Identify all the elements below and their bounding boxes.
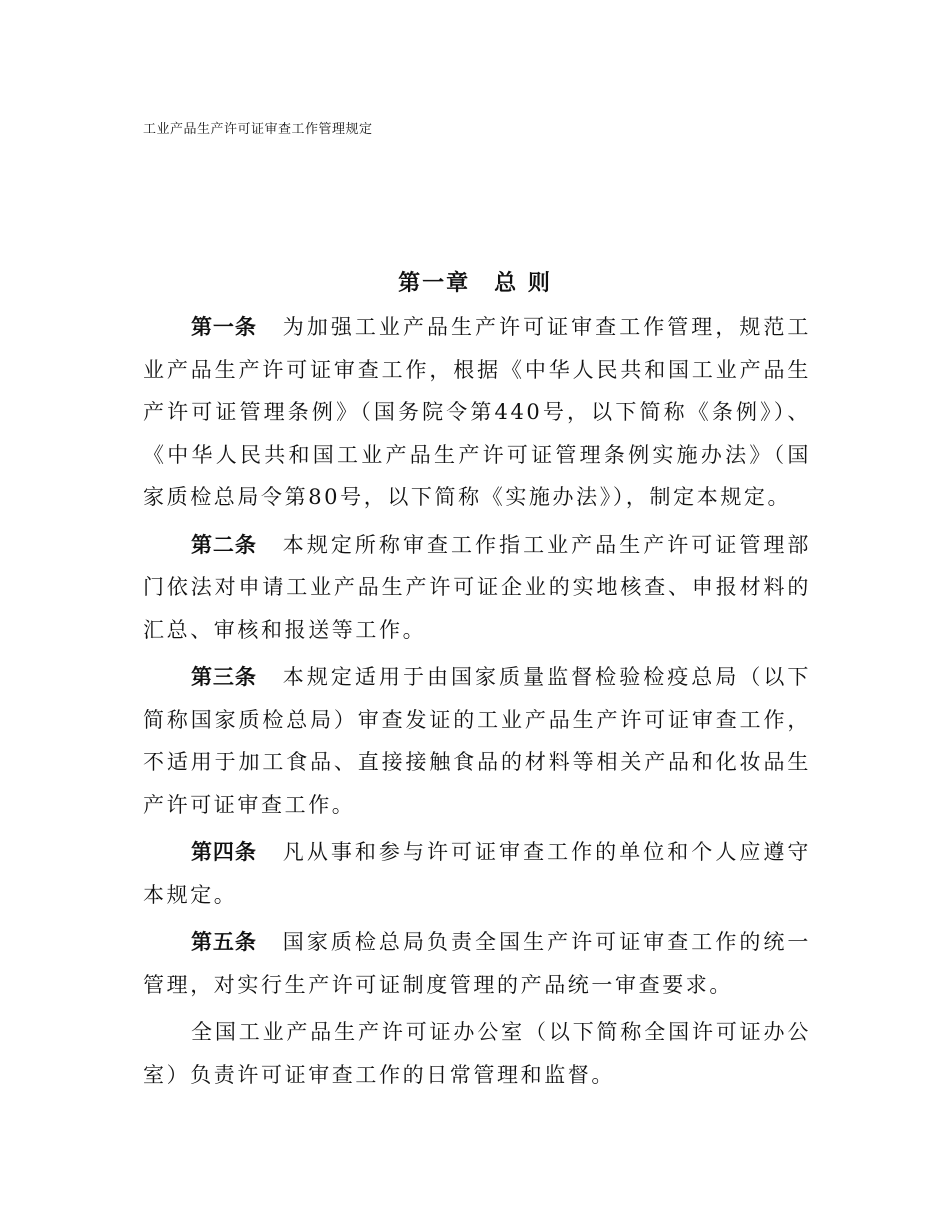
chapter-title: 第一章 总 则 xyxy=(398,271,552,296)
article-text: 凡从事和参与许可证审查工作的单位和个人应遵守本规定。 xyxy=(143,840,812,907)
article-1 xyxy=(143,306,811,519)
document-header: 工业产品生产许可证审查工作管理规定 xyxy=(143,122,373,137)
article-text: 为加强工业产品生产许可证审查工作管理，规范工业产品生产许可证审查工作，根据《中华人民共和国工业产品生产许可证管理条例》（国务院令第440号，以下简称《条例》）、《中华人民共和国工业产品生产许可证管理条例实施办法》（国家质检总局令第80号，以下简称《实施办法》），制定本规定。 xyxy=(143,315,812,509)
article-text: 本规定适用于由国家质量监督检验检疫总局（以下简称国家质检总局）审查发证的工业产品生产许可证审查工作，不适用于加工食品、直接接触食品的材料等相关产品和化妆品生产许可证审查工作。 xyxy=(143,665,812,817)
article-label: 第一条 xyxy=(191,315,257,339)
article-label: 第五条 xyxy=(191,930,257,954)
article-5-continuation xyxy=(143,1011,811,1096)
article-2 xyxy=(143,524,811,652)
document-body xyxy=(143,306,811,1101)
article-text: 全国工业产品生产许可证办公室（以下简称全国许可证办公室）负责许可证审查工作的日常管理和监督。 xyxy=(143,1020,811,1087)
article-5 xyxy=(143,921,811,1006)
article-text: 国家质检总局负责全国生产许可证审查工作的统一管理，对实行生产许可证制度管理的产品统一审查要求。 xyxy=(143,930,812,997)
article-4 xyxy=(143,831,811,916)
article-label: 第二条 xyxy=(191,532,257,557)
article-label: 第四条 xyxy=(191,840,257,864)
article-text: 本规定所称审查工作指工业产品生产许可证管理部门依法对申请工业产品生产许可证企业的实地核查、申报材料的汇总、审核和报送等工作。 xyxy=(143,532,812,642)
article-3 xyxy=(143,656,811,826)
article-label: 第三条 xyxy=(191,665,257,689)
